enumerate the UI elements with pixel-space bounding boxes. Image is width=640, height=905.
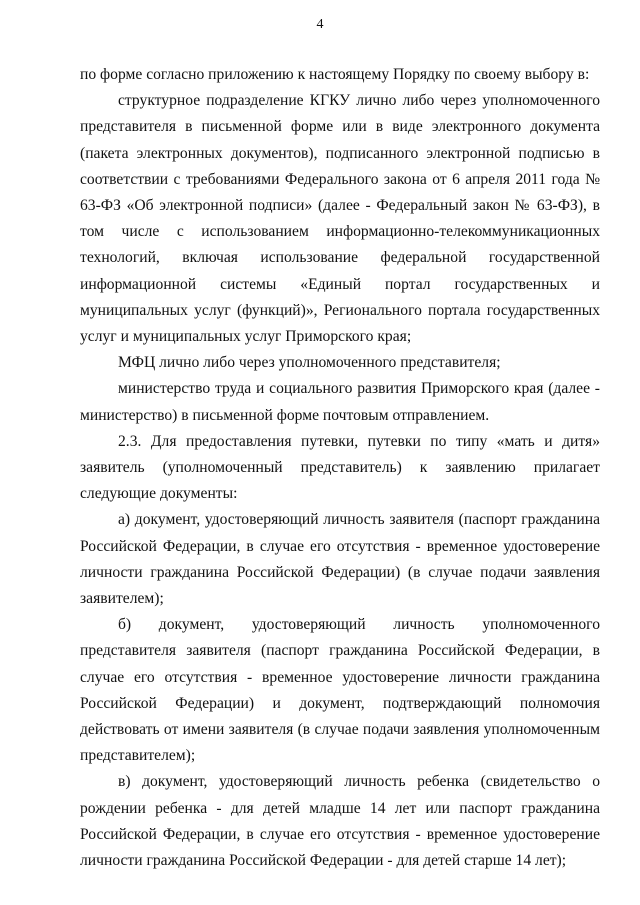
paragraph-mfc-submission: МФЦ лично либо через уполномоченного представителя; (118, 354, 501, 372)
paragraph-item-v: в) документ, удостоверяющий личность ребенка (свидетельство о рождении ребенка - для детей младше 14 лет или паспорт гражданина Российской Федерации, в случае его отсутствия - временное удостоверение личности гражданина Российской Федерации - для детей старше 14 лет); (80, 773, 600, 870)
paragraph-item-b: б) документ, удостоверяющий личность уполномоченного представителя заявителя (паспорт гражданина Российской Федерации, в случае его отсутствия - временное удостоверение личности гражданина Российской Федерации) и документ, подтверждающий полномочия действовать от имени заявителя (в случае подачи заявления уполномоченным представителем); (80, 616, 600, 765)
document-body (80, 62, 600, 874)
paragraph-kgku-submission: структурное подразделение КГКУ лично либо через уполномоченного представителя в письменной форме или в виде электронного документа (пакета электронных документов), подписанного электронной подписью в соответствии с требованиями Федерального закона от 6 апреля 2011 года № 63-ФЗ «Об электронной подписи» (далее - Федеральный закон № 63-ФЗ), в том числе с использованием информационно-телекоммуникационных технологий, включая использование федеральной государственной информационной системы «Единый портал государственных и муниципальных услуг (функций)», Регионального портала государственных услуг и муниципальных услуг Приморского края; (80, 92, 600, 346)
paragraph-section-2-3: 2.3. Для предоставления путевки, путевки по типу «мать и дитя» заявитель (уполномоченный представитель) к заявлению прилагает следующие документы: (80, 432, 600, 503)
paragraph-ministry-submission: министерство труда и социального развития Приморского края (далее - министерство) в письменной форме почтовым отправлением. (80, 380, 600, 424)
paragraph-item-a: а) документ, удостоверяющий личность заявителя (паспорт гражданина Российской Федерации, в случае его отсутствия - временное удостоверение личности гражданина Российской Федерации) (в случае подачи заявления заявителем); (80, 511, 600, 608)
paragraph-intro: по форме согласно приложению к настоящему Порядку по своему выбору в: (80, 66, 590, 83)
page-number: 4 (316, 17, 324, 32)
